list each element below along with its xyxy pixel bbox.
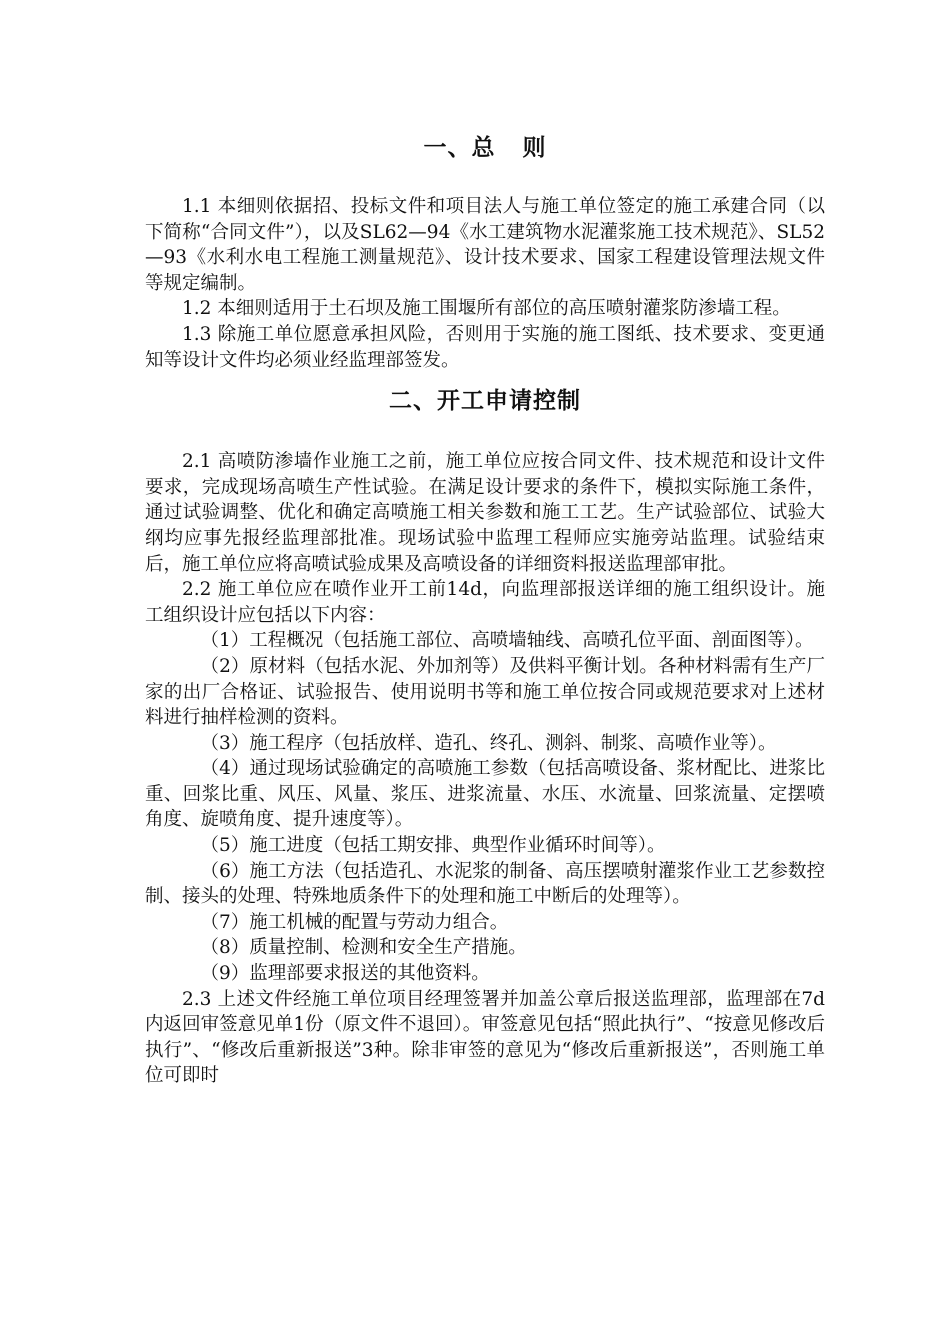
paragraph-2-2: 2.2 施工单位应在喷作业开工前14d，向监理部报送详细的施工组织设计。施工组织设计应包括以下内容： — [145, 579, 825, 626]
paragraph-1-2: 1.2 本细则适用于土石坝及施工围堰所有部位的高压喷射灌浆防渗墙工程。 — [182, 298, 791, 320]
section-1-heading: 一、总 则 — [423, 135, 547, 161]
list-item-8: （8）质量控制、检测和安全生产措施。 — [200, 937, 527, 959]
document-page — [145, 130, 825, 1089]
paragraph-2-1: 2.1 高喷防渗墙作业施工之前，施工单位应按合同文件、技术规范和设计文件要求，完成现场高喷生产性试验。在满足设计要求的条件下，模拟实际施工条件，通过试验调整、优化和确定高喷施工相关参数和施工工艺。生产试验部位、试验大纲均应事先报经监理部批准。现场试验中监理工程师应实施旁站监理。试验结束后，施工单位应将高喷试验成果及高喷设备的详细资料报送监理部审批。 — [145, 451, 825, 575]
list-item-4: （4）通过现场试验确定的高喷施工参数（包括高喷设备、浆材配比、进浆比重、回浆比重、风压、风量、浆压、进浆流量、水压、水流量、回浆流量、定摆喷角度、旋喷角度、提升速度等）。 — [145, 758, 825, 831]
list-item-7: （7）施工机械的配置与劳动力组合。 — [200, 911, 509, 933]
paragraph-1-1: 1.1 本细则依据招、投标文件和项目法人与施工单位签定的施工承建合同（以下简称“合同文件”），以及SL62—94《水工建筑物水泥灌浆施工技术规范》、SL52—93《水利水电工程施工测量规范》、设计技术要求、国家工程建设管理法规文件等规定编制。 — [145, 196, 825, 294]
list-item-5: （5）施工进度（包括工期安排、典型作业循环时间等）。 — [200, 835, 666, 857]
list-item-2: （2）原材料（包括水泥、外加剂等）及供料平衡计划。各种材料需有生产厂家的出厂合格证、试验报告、使用说明书等和施工单位按合同或规范要求对上述材料进行抽样检测的资料。 — [145, 655, 825, 729]
list-item-1: （1）工程概况（包括施工部位、高喷墙轴线、高喷孔位平面、剖面图等）。 — [200, 630, 814, 652]
section-2-heading: 二、开工申请控制 — [389, 388, 581, 415]
list-item-3: （3）施工程序（包括放样、造孔、终孔、测斜、制浆、高喷作业等）。 — [200, 732, 777, 754]
paragraph-1-3: 1.3 除施工单位愿意承担风险，否则用于实施的施工图纸、技术要求、变更通知等设计文件均必须业经监理部签发。 — [145, 323, 825, 371]
list-item-6: （6）施工方法（包括造孔、水泥浆的制备、高压摆喷射灌浆作业工艺参数控制、接头的处理、特殊地质条件下的处理和施工中断后的处理等）。 — [145, 860, 825, 908]
paragraph-2-3: 2.3 上述文件经施工单位项目经理签署并加盖公章后报送监理部，监理部在7d内返回审签意见单1份（原文件不退回）。审签意见包括“照此执行”、“按意见修改后执行”、“修改后重新报送”3种。除非审签的意见为“修改后重新报送”，否则施工单位可即时 — [145, 988, 825, 1087]
list-item-9: （9）监理部要求报送的其他资料。 — [200, 963, 490, 985]
